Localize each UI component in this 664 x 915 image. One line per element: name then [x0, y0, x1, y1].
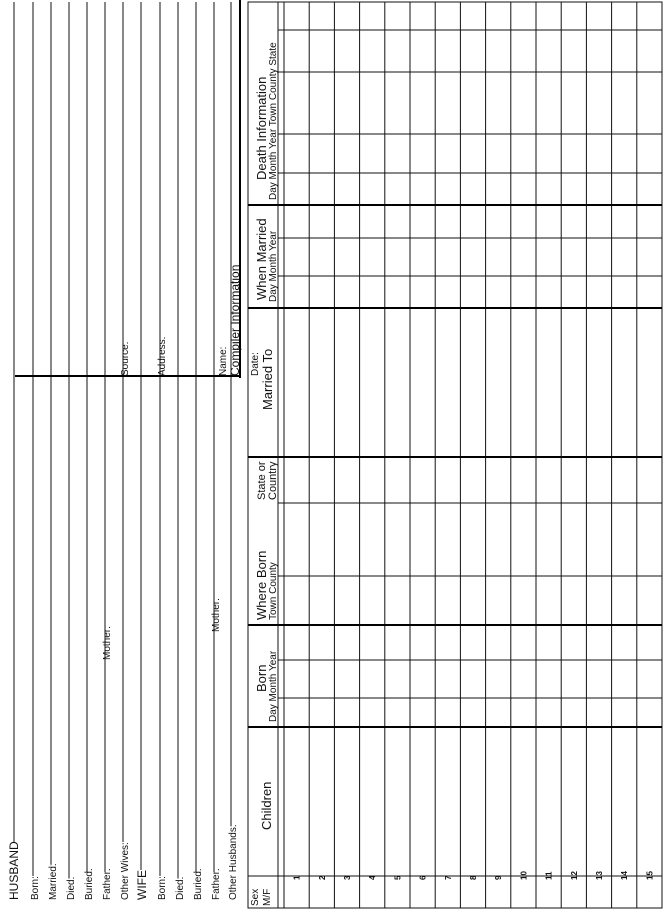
sex-label-1: Sex [250, 888, 261, 906]
death-info-header: Death Information [254, 76, 269, 180]
buried-label: Buried: [84, 868, 95, 900]
children-table [248, 2, 662, 908]
compiler-information-title: Compiler Information [228, 264, 242, 376]
where-born-subheader: Town County [268, 562, 279, 620]
death-info-subheader: Day Month Year Town County State [268, 42, 279, 200]
row-number: 14 [620, 871, 630, 880]
wife-mother-label: Mother: [211, 598, 222, 632]
source-label: Source: [120, 341, 131, 376]
married-to-header: Married To [260, 348, 275, 410]
children-header: Children [259, 781, 274, 830]
husband-wife-header [7, 2, 239, 900]
row-number: 7 [443, 875, 453, 880]
row-number: 8 [469, 875, 478, 880]
compiler-info [15, 0, 261, 378]
when-married-subheader: Day Month Year [268, 230, 279, 302]
where-born-header: Where Born [254, 550, 269, 620]
row-number: 2 [317, 875, 327, 880]
wife-label: WIFE [135, 870, 149, 900]
married-label: Married: [48, 863, 59, 900]
row-number: 12 [569, 871, 579, 880]
row-number: 13 [595, 871, 604, 880]
state-header-1: State or [256, 461, 268, 500]
sex-label-2: M/F [262, 888, 273, 906]
husband-label: HUSBAND [7, 841, 21, 900]
row-number: 9 [494, 875, 504, 880]
row-number: 6 [418, 875, 428, 880]
born-label: Born: [30, 876, 41, 900]
wife-buried-label: Buried: [193, 868, 204, 900]
row-number: 15 [645, 871, 655, 880]
row-number: 5 [393, 875, 403, 880]
row-number: 3 [343, 875, 352, 880]
father-label: Father: [102, 868, 113, 900]
date-label: Date: [250, 352, 261, 376]
row-number: 1 [292, 875, 302, 880]
row-number: 10 [519, 871, 529, 880]
when-married-header: When Married [254, 218, 269, 300]
died-label: Died: [66, 876, 77, 900]
born-header: Born [254, 664, 269, 692]
state-header-2: Country [267, 461, 279, 500]
wife-died-label: Died: [175, 876, 186, 900]
address-label: Address: [157, 336, 168, 376]
row-number: 4 [368, 875, 378, 880]
other-husbands-label: Other Husbands: [228, 824, 239, 900]
wife-born-label: Born: [157, 876, 168, 900]
born-subheader: Day Month Year [268, 650, 279, 722]
name-label: Name: [218, 346, 229, 376]
other-wives-label: Other Wives: [120, 842, 131, 900]
row-number: 11 [544, 871, 554, 880]
wife-father-label: Father: [211, 868, 222, 900]
mother-label: Mother: [102, 626, 113, 660]
